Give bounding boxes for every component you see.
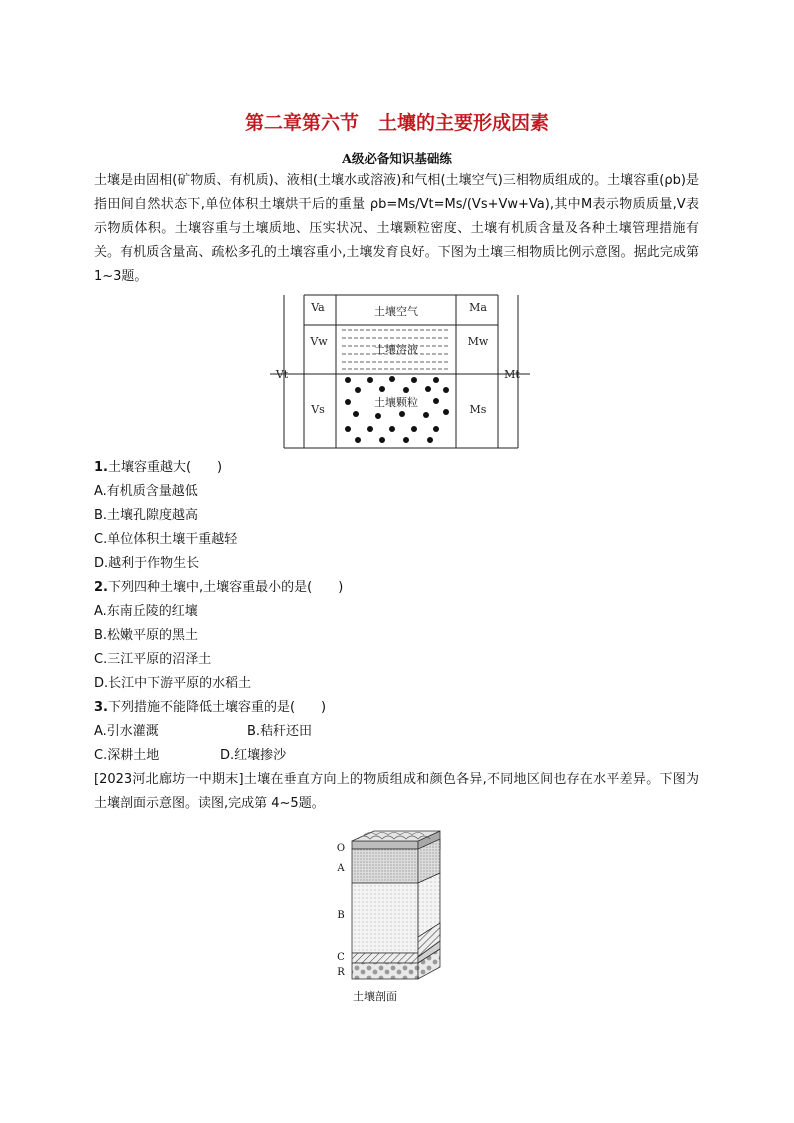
question-1 xyxy=(94,458,222,478)
option-2d: D.长江中下游平原的水稻土 xyxy=(94,676,252,691)
layer-a-label: A xyxy=(337,863,345,874)
intro-paragraph-2: [2023河北廊坊一中期末]土壤在垂直方向上的物质组成和颜色各异,不同地区间也存在水平差异。下图为土壤剖面示意图。读图,完成第 4~5题。 xyxy=(94,772,699,811)
layer-r-label: R xyxy=(337,967,345,978)
question-2 xyxy=(94,578,343,598)
question-3 xyxy=(94,698,326,718)
vt-label: Vt xyxy=(275,368,289,381)
soil-three-phase-diagram xyxy=(270,292,530,452)
layer-c-label: C xyxy=(337,952,345,963)
option-2a: A.东南丘陵的红壤 xyxy=(94,604,198,619)
vs-label: Vs xyxy=(311,403,325,416)
option-3a: A.引水灌溉 xyxy=(94,724,159,739)
option-1a: A.有机质含量越低 xyxy=(94,484,198,499)
option-2c: C.三江平原的沼泽土 xyxy=(94,652,212,667)
option-1b: B.土壤孔隙度越高 xyxy=(94,508,199,523)
liquid-label: 土壤溶液 xyxy=(374,343,418,356)
page-title: 第二章第六节 土壤的主要形成因素 xyxy=(244,112,549,134)
particle-label: 土壤颗粒 xyxy=(374,396,418,409)
ma-label: Ma xyxy=(469,301,487,314)
question-stem: 下列措施不能降低土壤容重的是( ) xyxy=(107,700,327,715)
section-subtitle: A级必备知识基础练 xyxy=(342,151,452,166)
option-3c: C.深耕土地 xyxy=(94,748,160,763)
option-3d: D.红壤掺沙 xyxy=(220,748,287,763)
question-number: 2. xyxy=(94,580,108,595)
va-label: Va xyxy=(311,301,325,314)
soil-profile-diagram xyxy=(330,825,470,1005)
option-2b: B.松嫩平原的黑土 xyxy=(94,628,199,643)
layer-o-label: O xyxy=(336,843,346,854)
question-number: 3. xyxy=(94,700,108,715)
profile-caption: 土壤剖面 xyxy=(353,990,397,1003)
option-1c: C.单位体积土壤干重越轻 xyxy=(94,532,238,547)
layer-b-label: B xyxy=(337,910,345,921)
intro-paragraph-1: 土壤是由固相(矿物质、有机质)、液相(土壤水或溶液)和气相(土壤空气)三相物质组成的。土壤容重(ρb)是指田间自然状态下,单位体积土壤烘干后的重量 ρb=Ms/Vt=Ms/(Vs+Vw+Va),其中M表示物质质量,V表示物质体积。土壤容重与土壤质地、压实状况、土壤颗粒密度、土壤有机质含量及各种土壤管理措施有关。有机质含量高、疏松多孔的土壤容重小,土壤发育良好。下图为土壤三相物质比例示意图。据此完成第 1~3题。 xyxy=(94,173,699,284)
ms-label: Ms xyxy=(469,403,487,416)
question-stem: 土壤容重越大( ) xyxy=(107,460,223,475)
air-label: 土壤空气 xyxy=(374,305,418,318)
mt-label: Mt xyxy=(504,368,520,381)
question-number: 1. xyxy=(94,460,108,475)
mw-label: Mw xyxy=(467,335,489,348)
option-1d: D.越利于作物生长 xyxy=(94,556,200,571)
question-stem: 下列四种土壤中,土壤容重最小的是( ) xyxy=(107,580,344,595)
option-3b: B.秸秆还田 xyxy=(247,724,313,739)
vw-label: Vw xyxy=(310,335,328,348)
